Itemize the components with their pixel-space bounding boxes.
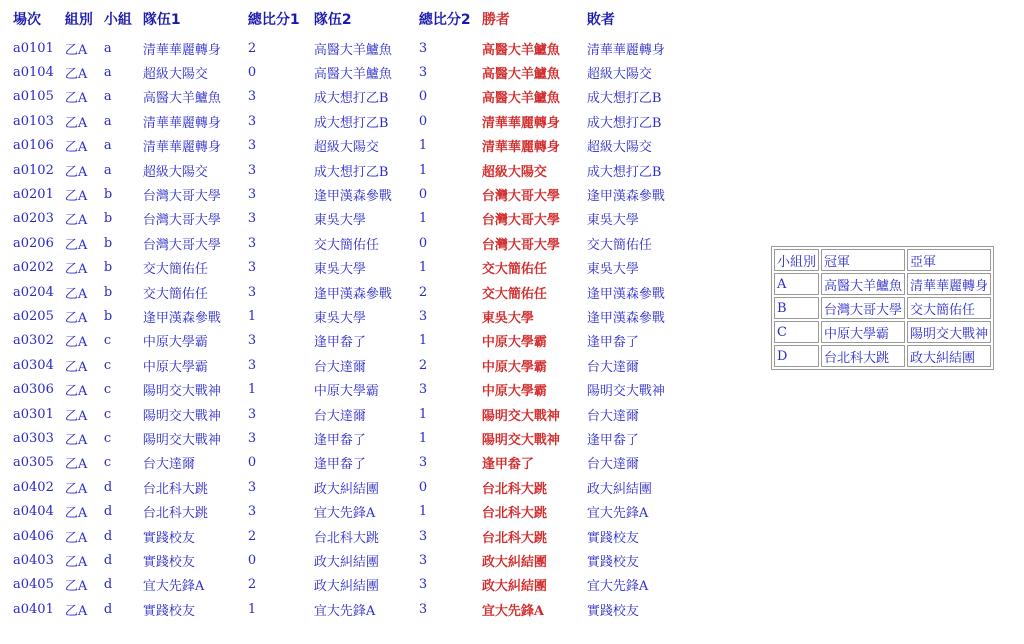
cell-loser: 台大達爾 — [586, 457, 639, 473]
cell-team1: 宜大先鋒A — [142, 579, 205, 595]
cell-winner: 中原大學霸 — [481, 359, 547, 375]
cell-score1: 3 — [247, 357, 257, 373]
cell-team2: 逢甲畚了 — [313, 432, 366, 448]
header-loser: 敗者 — [586, 12, 615, 28]
cell-team2: 逢甲漢森參戰 — [313, 286, 392, 302]
header-team2: 隊伍2 — [313, 12, 352, 28]
cell-score2: 0 — [418, 113, 428, 129]
cell-subgroup: c — [103, 382, 112, 398]
cell-score1: 3 — [247, 504, 257, 520]
cell-score2: 1 — [418, 162, 428, 178]
cell-winner: 高醫大羊鱸魚 — [481, 91, 560, 107]
cell-team1: 陽明交大戰神 — [142, 432, 221, 448]
cell-team2: 台大達爾 — [313, 359, 366, 375]
table-row — [8, 256, 687, 280]
cell-group: 乙A — [64, 554, 88, 570]
cell-group: 乙A — [64, 262, 88, 278]
cell-group: 乙A — [64, 115, 88, 131]
cell-subgroup: d — [103, 552, 113, 568]
cell-subgroup: d — [103, 601, 113, 617]
cell-score1: 1 — [247, 601, 257, 617]
cell-match-id: a0103 — [13, 113, 54, 129]
cell-team1: 陽明交大戰神 — [142, 408, 221, 424]
cell-team1: 台北科大跳 — [142, 506, 208, 522]
cell-team2: 逢甲畚了 — [313, 457, 366, 473]
cell-subgroup: c — [103, 333, 112, 349]
cell-subgroup: d — [103, 479, 113, 495]
cell-team1: 清華華麗轉身 — [142, 42, 221, 58]
cell-team1: 台灣大哥大學 — [142, 213, 221, 229]
cell-team1: 超級大陽交 — [142, 164, 208, 180]
cell-score2: 3 — [418, 528, 428, 544]
cell-loser: 交大簡佑任 — [586, 237, 652, 253]
cell-team2: 東吳大學 — [313, 262, 366, 278]
cell-subgroup: a — [103, 162, 112, 178]
cell-winner: 清華華麗轉身 — [481, 140, 560, 156]
cell-subgroup: b — [103, 211, 113, 227]
cell-loser: 宜大先鋒A — [586, 506, 649, 522]
table-row — [8, 402, 687, 426]
cell-loser: 實踐校友 — [586, 530, 639, 546]
cell-match-id: a0403 — [13, 552, 54, 568]
cell-team2: 成大想打乙B — [313, 91, 389, 107]
cell-loser: 逢甲畚了 — [586, 432, 639, 448]
subgroup-summary-table — [771, 246, 994, 370]
cell-loser: 陽明交大戰神 — [586, 384, 665, 400]
cell-winner: 陽明交大戰神 — [481, 432, 560, 448]
cell-group: 乙A — [64, 164, 88, 180]
cell-match-id: a0202 — [13, 260, 54, 276]
cell-score2: 0 — [418, 235, 428, 251]
match-rows — [8, 36, 687, 621]
summary-cell-champion: 台北科大跳 — [821, 345, 905, 367]
cell-score1: 3 — [247, 211, 257, 227]
cell-score2: 1 — [418, 430, 428, 446]
cell-team1: 陽明交大戰神 — [142, 384, 221, 400]
summary-header-row — [774, 249, 991, 271]
cell-team2: 台北科大跳 — [313, 530, 379, 546]
cell-subgroup: d — [103, 528, 113, 544]
cell-score2: 3 — [418, 601, 428, 617]
cell-winner: 台北科大跳 — [481, 481, 547, 497]
cell-loser: 清華華麗轉身 — [586, 42, 665, 58]
cell-winner: 政大糾結團 — [481, 579, 547, 595]
table-row — [8, 524, 687, 548]
cell-subgroup: d — [103, 577, 113, 593]
table-row — [8, 597, 687, 621]
cell-team1: 台北科大跳 — [142, 481, 208, 497]
cell-subgroup: b — [103, 260, 113, 276]
cell-score2: 0 — [418, 89, 428, 105]
cell-match-id: a0104 — [13, 65, 54, 81]
cell-team1: 清華華麗轉身 — [142, 115, 221, 131]
table-row — [8, 85, 687, 109]
cell-loser: 超級大陽交 — [586, 140, 652, 156]
cell-score1: 3 — [247, 162, 257, 178]
cell-match-id: a0206 — [13, 235, 54, 251]
summary-cell-runner-up: 交大簡佑任 — [907, 297, 991, 319]
cell-team1: 清華華麗轉身 — [142, 140, 221, 156]
cell-score1: 3 — [247, 187, 257, 203]
cell-subgroup: a — [103, 65, 112, 81]
summary-row — [774, 273, 991, 295]
cell-group: 乙A — [64, 506, 88, 522]
cell-subgroup: a — [103, 89, 112, 105]
match-header-row — [8, 2, 687, 36]
header-score1: 總比分1 — [247, 12, 300, 28]
cell-winner: 政大糾結團 — [481, 554, 547, 570]
cell-winner: 台灣大哥大學 — [481, 189, 560, 205]
cell-team1: 中原大學霸 — [142, 335, 208, 351]
summary-row — [774, 297, 991, 319]
cell-group: 乙A — [64, 310, 88, 326]
cell-subgroup: b — [103, 187, 113, 203]
cell-match-id: a0106 — [13, 138, 54, 154]
cell-group: 乙A — [64, 140, 88, 156]
cell-loser: 實踐校友 — [586, 554, 639, 570]
cell-winner: 高醫大羊鱸魚 — [481, 42, 560, 58]
cell-winner: 中原大學霸 — [481, 335, 547, 351]
summary-cell-champion: 台灣大哥大學 — [821, 297, 905, 319]
table-row — [8, 36, 687, 60]
summary-cell-runner-up: 清華華麗轉身 — [907, 273, 991, 295]
cell-group: 乙A — [64, 530, 88, 546]
cell-team2: 東吳大學 — [313, 213, 366, 229]
cell-group: 乙A — [64, 91, 88, 107]
cell-team2: 交大簡佑任 — [313, 237, 379, 253]
cell-subgroup: c — [103, 455, 112, 471]
summary-header-subgroup: 小組別 — [774, 249, 819, 271]
table-row — [8, 451, 687, 475]
cell-match-id: a0105 — [13, 89, 54, 105]
cell-winner: 台灣大哥大學 — [481, 213, 560, 229]
cell-score2: 3 — [418, 40, 428, 56]
summary-cell-subgroup: A — [774, 273, 819, 295]
table-row — [8, 426, 687, 450]
cell-match-id: a0405 — [13, 577, 54, 593]
table-row — [8, 353, 687, 377]
summary-row — [774, 321, 991, 343]
cell-match-id: a0406 — [13, 528, 54, 544]
table-row — [8, 182, 687, 206]
table-row — [8, 207, 687, 231]
cell-team2: 逢甲漢森參戰 — [313, 189, 392, 205]
cell-group: 乙A — [64, 189, 88, 205]
cell-match-id: a0205 — [13, 308, 54, 324]
cell-loser: 政大糾結團 — [586, 481, 652, 497]
cell-score2: 3 — [418, 382, 428, 398]
cell-winner: 清華華麗轉身 — [481, 115, 560, 131]
cell-score1: 0 — [247, 65, 257, 81]
header-score2: 總比分2 — [418, 12, 471, 28]
cell-score1: 0 — [247, 552, 257, 568]
cell-team2: 政大糾結團 — [313, 579, 379, 595]
cell-team1: 高醫大羊鱸魚 — [142, 91, 221, 107]
cell-team1: 實踐校友 — [142, 603, 195, 619]
cell-team1: 交大簡佑任 — [142, 262, 208, 278]
cell-loser: 超級大陽交 — [586, 67, 652, 83]
cell-match-id: a0401 — [13, 601, 54, 617]
cell-subgroup: a — [103, 40, 112, 56]
cell-loser: 實踐校友 — [586, 603, 639, 619]
cell-match-id: a0102 — [13, 162, 54, 178]
cell-score2: 3 — [418, 552, 428, 568]
cell-group: 乙A — [64, 286, 88, 302]
summary-rows — [774, 249, 991, 367]
cell-team1: 台大達爾 — [142, 457, 195, 473]
summary-header-champion: 冠軍 — [821, 249, 905, 271]
cell-match-id: a0402 — [13, 479, 54, 495]
cell-winner: 台北科大跳 — [481, 530, 547, 546]
cell-match-id: a0101 — [13, 40, 54, 56]
cell-group: 乙A — [64, 579, 88, 595]
cell-group: 乙A — [64, 42, 88, 58]
cell-match-id: a0201 — [13, 187, 54, 203]
summary-cell-champion: 中原大學霸 — [821, 321, 905, 343]
cell-winner: 台灣大哥大學 — [481, 237, 560, 253]
cell-loser: 逢甲漢森參戰 — [586, 286, 665, 302]
summary-cell-subgroup: B — [774, 297, 819, 319]
cell-team2: 中原大學霸 — [313, 384, 379, 400]
table-row — [8, 304, 687, 328]
cell-score1: 3 — [247, 235, 257, 251]
cell-group: 乙A — [64, 384, 88, 400]
table-row — [8, 280, 687, 304]
table-row — [8, 158, 687, 182]
table-row — [8, 377, 687, 401]
table-row — [8, 475, 687, 499]
cell-score1: 3 — [247, 113, 257, 129]
cell-score2: 1 — [418, 260, 428, 276]
cell-score2: 1 — [418, 504, 428, 520]
cell-loser: 成大想打乙B — [586, 91, 662, 107]
cell-match-id: a0306 — [13, 382, 54, 398]
cell-subgroup: b — [103, 235, 113, 251]
cell-team1: 超級大陽交 — [142, 67, 208, 83]
cell-loser: 成大想打乙B — [586, 115, 662, 131]
cell-group: 乙A — [64, 408, 88, 424]
table-row — [8, 134, 687, 158]
cell-subgroup: b — [103, 284, 113, 300]
cell-winner: 逢甲畚了 — [481, 457, 534, 473]
cell-group: 乙A — [64, 213, 88, 229]
cell-score2: 3 — [418, 308, 428, 324]
cell-score2: 3 — [418, 455, 428, 471]
table-row — [8, 573, 687, 597]
summary-cell-runner-up: 陽明交大戰神 — [907, 321, 991, 343]
table-row — [8, 231, 687, 255]
cell-team1: 交大簡佑任 — [142, 286, 208, 302]
match-results-table — [8, 2, 687, 621]
cell-winner: 超級大陽交 — [481, 164, 547, 180]
summary-row — [774, 345, 991, 367]
table-row — [8, 109, 687, 133]
cell-score2: 2 — [418, 357, 428, 373]
cell-score2: 1 — [418, 211, 428, 227]
cell-score1: 2 — [247, 528, 257, 544]
cell-score1: 3 — [247, 479, 257, 495]
cell-match-id: a0204 — [13, 284, 54, 300]
cell-subgroup: c — [103, 357, 112, 373]
cell-score1: 1 — [247, 308, 257, 324]
cell-winner: 高醫大羊鱸魚 — [481, 67, 560, 83]
cell-loser: 台大達爾 — [586, 359, 639, 375]
table-row — [8, 329, 687, 353]
cell-score1: 3 — [247, 89, 257, 105]
table-row — [8, 499, 687, 523]
summary-cell-champion: 高醫大羊鱸魚 — [821, 273, 905, 295]
cell-group: 乙A — [64, 603, 88, 619]
cell-group: 乙A — [64, 335, 88, 351]
header-winner: 勝者 — [481, 12, 510, 28]
summary-cell-subgroup: D — [774, 345, 819, 367]
cell-group: 乙A — [64, 237, 88, 253]
cell-team1: 實踐校友 — [142, 554, 195, 570]
cell-score1: 0 — [247, 455, 257, 471]
cell-score1: 3 — [247, 138, 257, 154]
cell-winner: 交大簡佑任 — [481, 286, 547, 302]
cell-team2: 高醫大羊鱸魚 — [313, 42, 392, 58]
cell-score2: 1 — [418, 406, 428, 422]
cell-winner: 宜大先鋒A — [481, 603, 544, 619]
header-match-id: 場次 — [13, 12, 41, 28]
cell-team2: 成大想打乙B — [313, 164, 389, 180]
cell-score2: 3 — [418, 65, 428, 81]
cell-team2: 宜大先鋒A — [313, 506, 376, 522]
cell-match-id: a0404 — [13, 504, 54, 520]
cell-match-id: a0303 — [13, 430, 54, 446]
cell-subgroup: c — [103, 430, 112, 446]
cell-subgroup: c — [103, 406, 112, 422]
cell-team2: 東吳大學 — [313, 310, 366, 326]
cell-loser: 東吳大學 — [586, 262, 639, 278]
cell-team2: 台大達爾 — [313, 408, 366, 424]
cell-winner: 交大簡佑任 — [481, 262, 547, 278]
cell-loser: 逢甲漢森參戰 — [586, 310, 665, 326]
cell-group: 乙A — [64, 481, 88, 497]
cell-score1: 3 — [247, 430, 257, 446]
cell-match-id: a0305 — [13, 455, 54, 471]
cell-team2: 政大糾結團 — [313, 481, 379, 497]
cell-team1: 台灣大哥大學 — [142, 237, 221, 253]
cell-score1: 3 — [247, 260, 257, 276]
summary-cell-runner-up: 政大糾結團 — [907, 345, 991, 367]
cell-loser: 逢甲畚了 — [586, 335, 639, 351]
cell-loser: 台大達爾 — [586, 408, 639, 424]
cell-match-id: a0302 — [13, 333, 54, 349]
cell-loser: 東吳大學 — [586, 213, 639, 229]
cell-team2: 政大糾結團 — [313, 554, 379, 570]
cell-winner: 中原大學霸 — [481, 384, 547, 400]
cell-score1: 3 — [247, 406, 257, 422]
cell-group: 乙A — [64, 67, 88, 83]
cell-loser: 逢甲漢森參戰 — [586, 189, 665, 205]
cell-subgroup: a — [103, 138, 112, 154]
cell-team2: 成大想打乙B — [313, 115, 389, 131]
summary-cell-subgroup: C — [774, 321, 819, 343]
cell-subgroup: b — [103, 308, 113, 324]
cell-score1: 3 — [247, 284, 257, 300]
cell-match-id: a0203 — [13, 211, 54, 227]
cell-team2: 高醫大羊鱸魚 — [313, 67, 392, 83]
cell-score1: 3 — [247, 333, 257, 349]
cell-group: 乙A — [64, 432, 88, 448]
cell-winner: 陽明交大戰神 — [481, 408, 560, 424]
table-row — [8, 60, 687, 84]
cell-team2: 宜大先鋒A — [313, 603, 376, 619]
header-team1: 隊伍1 — [142, 12, 181, 28]
cell-team1: 台灣大哥大學 — [142, 189, 221, 205]
cell-team2: 逢甲畚了 — [313, 335, 366, 351]
cell-loser: 宜大先鋒A — [586, 579, 649, 595]
cell-group: 乙A — [64, 359, 88, 375]
table-row — [8, 548, 687, 572]
cell-loser: 成大想打乙B — [586, 164, 662, 180]
summary-header-runner-up: 亞軍 — [907, 249, 991, 271]
cell-score1: 2 — [247, 577, 257, 593]
cell-match-id: a0301 — [13, 406, 54, 422]
cell-team1: 實踐校友 — [142, 530, 195, 546]
cell-score2: 2 — [418, 284, 428, 300]
header-group: 組別 — [64, 12, 93, 28]
cell-winner: 東吳大學 — [481, 310, 534, 326]
cell-score2: 1 — [418, 138, 428, 154]
cell-match-id: a0304 — [13, 357, 54, 373]
cell-winner: 台北科大跳 — [481, 506, 547, 522]
cell-score2: 3 — [418, 577, 428, 593]
cell-score2: 1 — [418, 333, 428, 349]
cell-subgroup: a — [103, 113, 112, 129]
cell-team2: 超級大陽交 — [313, 140, 379, 156]
cell-team1: 逢甲漢森參戰 — [142, 310, 221, 326]
cell-group: 乙A — [64, 457, 88, 473]
cell-score1: 2 — [247, 40, 257, 56]
cell-score1: 1 — [247, 382, 257, 398]
cell-subgroup: d — [103, 504, 113, 520]
header-subgroup: 小組 — [103, 12, 132, 28]
cell-team1: 中原大學霸 — [142, 359, 208, 375]
cell-score2: 0 — [418, 479, 428, 495]
cell-score2: 0 — [418, 187, 428, 203]
